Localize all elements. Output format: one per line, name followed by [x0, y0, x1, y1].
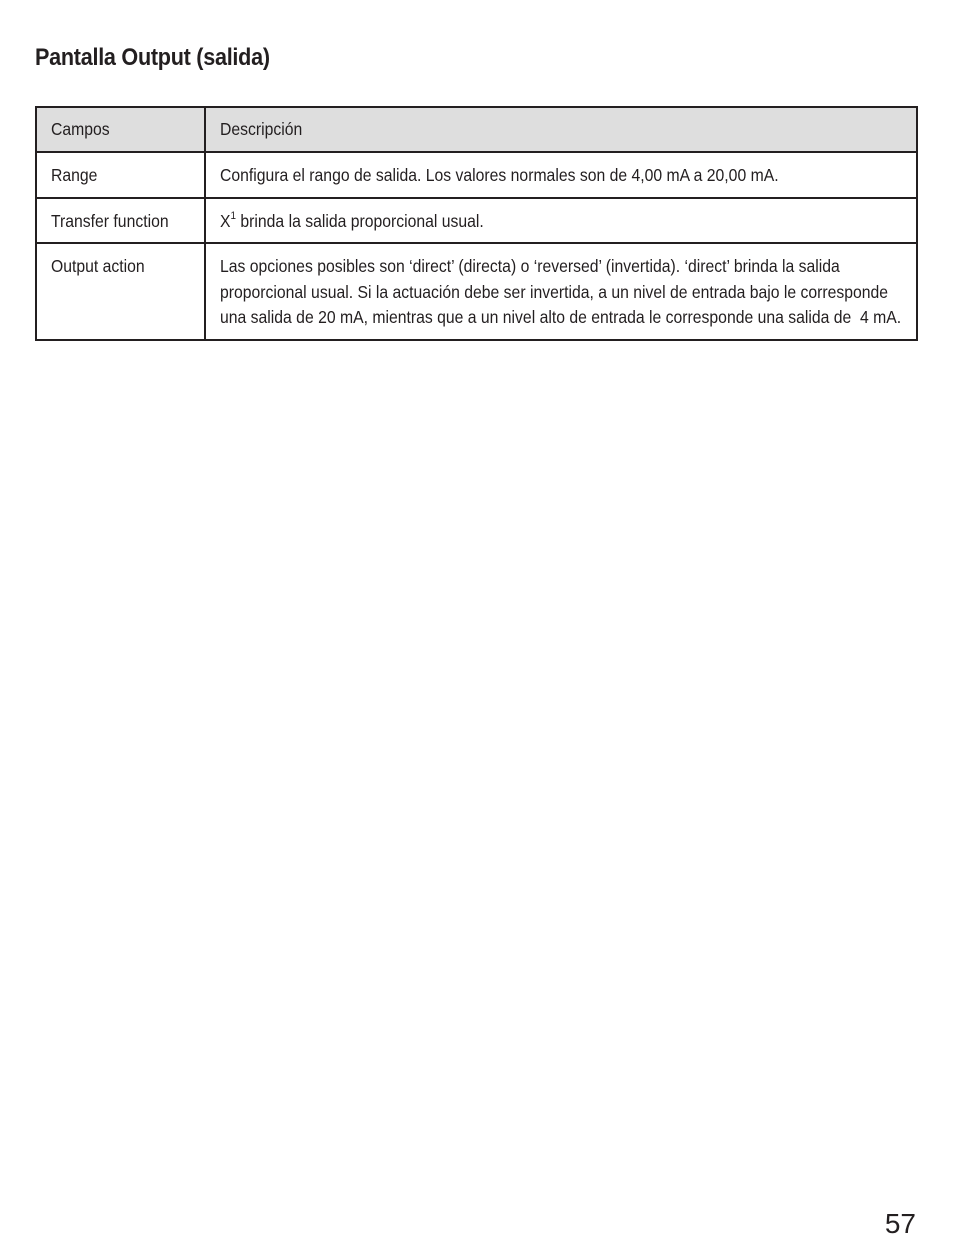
field-name-cell: Range — [36, 152, 205, 198]
field-name-cell: Transfer function — [36, 198, 205, 244]
table-row — [36, 198, 917, 244]
table-row — [36, 152, 917, 198]
description-prefix: X — [220, 210, 231, 231]
output-fields-table — [35, 106, 918, 341]
table-header-row — [36, 107, 917, 152]
table-row — [36, 243, 917, 340]
superscript-one: 1 — [230, 209, 237, 222]
column-header-fields: Campos — [36, 107, 205, 152]
page-number: 57 — [884, 1208, 916, 1239]
description-cell: Configura el rango de salida. Los valores normales son de 4,00 mA a 20,00 mA. — [205, 152, 917, 198]
field-name-cell: Output action — [36, 243, 205, 340]
column-header-description: Descripción — [205, 107, 917, 152]
description-cell — [205, 198, 917, 244]
description-cell: Las opciones posibles son ‘direct’ (directa) o ‘reversed’ (invertida). ‘direct’ brinda la salida proporcional usual. Si la actuación debe ser invertida, a un nivel de entrada bajo le corresponde una salida de 20 mA, mientras que a un nivel alto de entrada le corresponde una salida de 4 mA. — [205, 243, 917, 340]
page-title: Pantalla Output (salida) — [35, 44, 270, 71]
description-text: brinda la salida proporcional usual. — [236, 210, 484, 231]
